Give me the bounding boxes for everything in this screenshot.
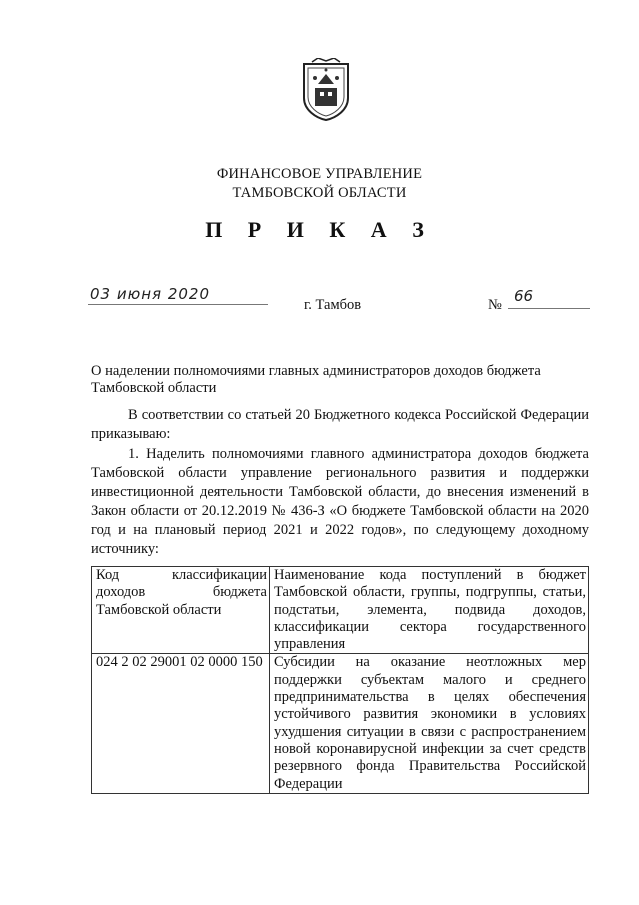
- number-underline: [508, 308, 590, 309]
- document-type-title: П Р И К А З: [205, 217, 434, 242]
- coat-of-arms-icon: [300, 58, 352, 122]
- document-number: 66: [514, 287, 534, 305]
- document-date: 03 июня 2020: [90, 285, 211, 303]
- revenue-classification-table: [91, 566, 589, 794]
- date-underline: [88, 304, 268, 305]
- organization-name-line1: ФИНАНСОВОЕ УПРАВЛЕНИЕ: [216, 166, 423, 182]
- column-header-name: Наименование кода поступлений в бюджет Тамбовской области, группы, подгруппы, статьи, подстатьи, элемента, подвида доходов, классификации сектора государственного управления: [270, 567, 589, 654]
- document-city: г. Тамбов: [304, 297, 362, 313]
- table-row: [92, 654, 589, 793]
- document-subject: О наделении полномочиями главных администраторов доходов бюджета Тамбовской области: [91, 363, 541, 396]
- revenue-name-cell: Субсидии на оказание неотложных мер поддержки субъектам малого и среднего предпринимательства в целях обеспечения устойчивого развития экономики в условиях ухудшения ситуации в связи с распространением новой коронавирусной инфекции за счет средств резервного фонда Правительства Российской Федерации: [270, 654, 589, 793]
- table-header-row: [92, 567, 589, 654]
- body-paragraph-2: 1. Наделить полномочиями главного администратора доходов бюджета Тамбовской области управление регионального развития и поддержки инвестиционной деятельности Тамбовской области, до внесения изменений в Закон области от 20.12.2019 № 436-З «О бюджете Тамбовской области на 2020 год и на плановый период 2021 и 2022 годов», по следующему доходному источнику:: [91, 446, 589, 557]
- organization-name-line2: ТАМБОВСКОЙ ОБЛАСТИ: [232, 185, 407, 201]
- body-paragraph-1: В соответствии со статьей 20 Бюджетного кодекса Российской Федерации приказываю:: [91, 407, 589, 442]
- revenue-code-cell: 024 2 02 29001 02 0000 150: [92, 654, 270, 793]
- column-header-code: Код классификации доходов бюджета Тамбовской области: [92, 567, 270, 654]
- number-symbol: №: [488, 297, 502, 313]
